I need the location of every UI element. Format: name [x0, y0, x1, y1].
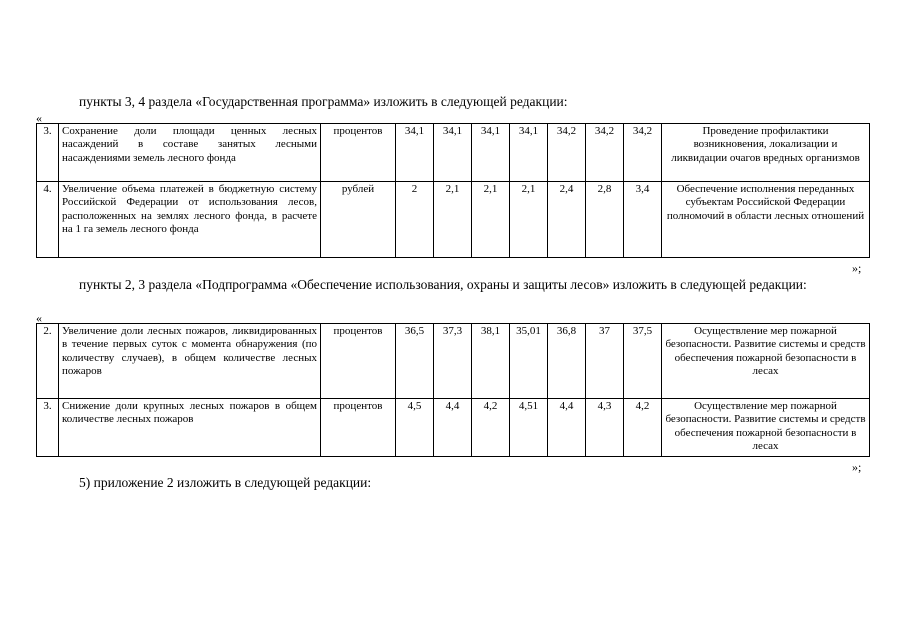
row-number: 3.	[37, 124, 59, 182]
value-cell: 4,2	[472, 399, 510, 457]
section1-table	[36, 123, 870, 258]
footer-paragraph: 5) приложение 2 изложить в следующей редакции:	[79, 475, 372, 490]
table-row	[37, 399, 870, 457]
value-cell: 38,1	[472, 324, 510, 399]
value-cell: 37,5	[624, 324, 662, 399]
section2-open-quote: «	[36, 311, 42, 325]
value-cell: 34,1	[510, 124, 548, 182]
value-cell: 2	[396, 182, 434, 258]
value-cell: 37	[586, 324, 624, 399]
value-cell: 2,4	[548, 182, 586, 258]
value-cell: 4,5	[396, 399, 434, 457]
value-cell: 4,51	[510, 399, 548, 457]
table-row	[37, 324, 870, 399]
value-cell: 4,4	[548, 399, 586, 457]
value-cell: 4,2	[624, 399, 662, 457]
row-number: 3.	[37, 399, 59, 457]
value-cell: 36,8	[548, 324, 586, 399]
indicator-cell: Увеличение доли лесных пожаров, ликвидированных в течение первых суток с момента обнаружения (по количеству случаев), в общем количестве лесных пожаров	[59, 324, 321, 399]
unit-cell: процентов	[321, 124, 396, 182]
measure-cell: Осуществление мер пожарной безопасности. Развитие системы и средств обеспечения пожарной безопасности в лесах	[662, 399, 870, 457]
section2-table	[36, 323, 870, 457]
section2-close-quote: »;	[852, 460, 862, 474]
section1-close-quote: »;	[852, 261, 862, 275]
indicator-cell: Увеличение объема платежей в бюджетную систему Российской Федерации от использования лесов, расположенных на землях лесного фонда, в расчете на 1 га земель лесного фонда	[59, 182, 321, 258]
measure-cell: Проведение профилактики возникновения, локализации и ликвидации очагов вредных организмов	[662, 124, 870, 182]
measure-cell: Обеспечение исполнения переданных субъектам Российской Федерации полномочий в области лесных отношений	[662, 182, 870, 258]
value-cell: 2,1	[510, 182, 548, 258]
value-cell: 34,1	[434, 124, 472, 182]
value-cell: 4,4	[434, 399, 472, 457]
value-cell: 37,3	[434, 324, 472, 399]
unit-cell: процентов	[321, 399, 396, 457]
row-number: 2.	[37, 324, 59, 399]
table-row	[37, 182, 870, 258]
value-cell: 34,2	[586, 124, 624, 182]
value-cell: 34,1	[396, 124, 434, 182]
value-cell: 2,1	[434, 182, 472, 258]
measure-cell: Осуществление мер пожарной безопасности. Развитие системы и средств обеспечения пожарной безопасности в лесах	[662, 324, 870, 399]
table-row	[37, 124, 870, 182]
value-cell: 3,4	[624, 182, 662, 258]
value-cell: 34,1	[472, 124, 510, 182]
value-cell: 34,2	[548, 124, 586, 182]
value-cell: 4,3	[586, 399, 624, 457]
value-cell: 35,01	[510, 324, 548, 399]
value-cell: 2,8	[586, 182, 624, 258]
section1-open-quote: «	[36, 111, 42, 125]
indicator-cell: Сохранение доли площади ценных лесных насаждений в составе занятых лесными насаждениями земель лесного фонда	[59, 124, 321, 182]
value-cell: 36,5	[396, 324, 434, 399]
indicator-cell: Снижение доли крупных лесных пожаров в общем количестве лесных пожаров	[59, 399, 321, 457]
unit-cell: процентов	[321, 324, 396, 399]
row-number: 4.	[37, 182, 59, 258]
unit-cell: рублей	[321, 182, 396, 258]
value-cell: 34,2	[624, 124, 662, 182]
value-cell: 2,1	[472, 182, 510, 258]
section2-intro: пункты 2, 3 раздела «Подпрограмма «Обеспечение использования, охраны и защиты лесов» изложить в следующей редакции:	[79, 277, 807, 292]
section1-intro: пункты 3, 4 раздела «Государственная программа» изложить в следующей редакции:	[79, 94, 568, 109]
